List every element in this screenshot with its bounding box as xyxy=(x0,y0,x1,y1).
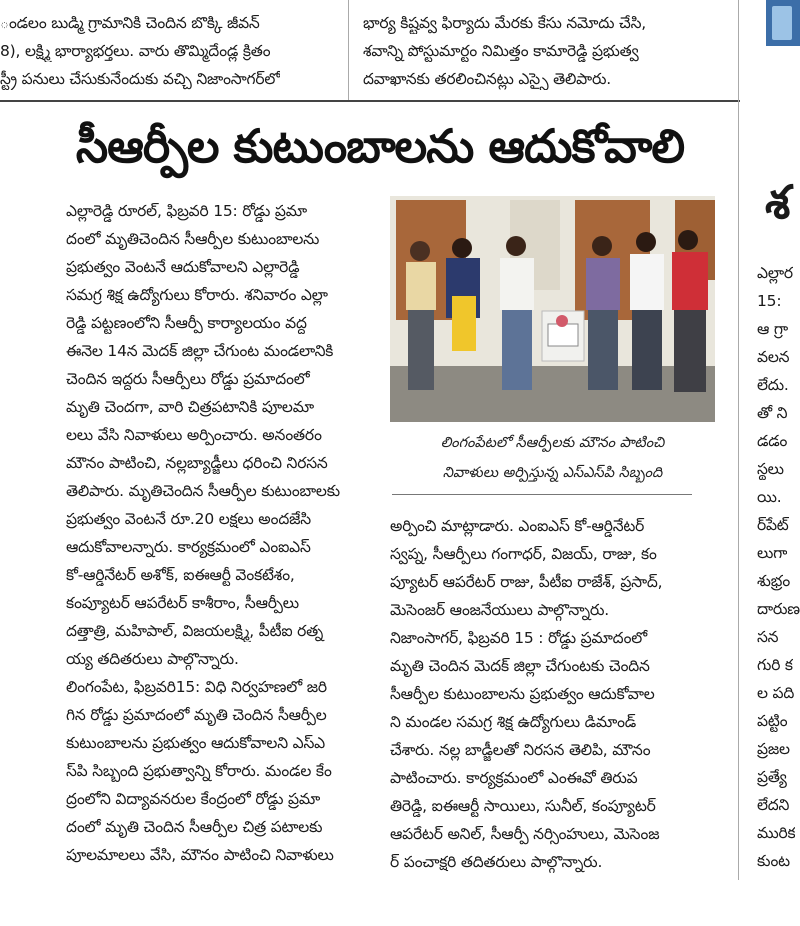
text-line: ప్రభుత్వం వెంటనే ఆదుకోవాలని ఎల్లారెడ్డి xyxy=(66,258,300,276)
photo-caption xyxy=(390,428,715,490)
text-line: తిరెడ్డి, ఐఈఆర్టీ సాయిలు, సునీల్, కంప్యూటర్ xyxy=(390,797,656,815)
previous-article-right xyxy=(363,0,728,100)
text-line: అర్పించి మాట్లాడారు. ఎంఐఎస్ కో-ఆర్డినేటర్ xyxy=(390,517,645,535)
text-line: కుటుంబాలను ప్రభుత్వం ఆదుకోవాలని ఎస్ఎ xyxy=(66,734,325,752)
previous-article-left xyxy=(0,0,330,100)
text-line: ల పది xyxy=(757,684,795,702)
text-line: ఆ గ్రా xyxy=(757,320,788,338)
text-line: య్య తదితరులు పాల్గొన్నారు. xyxy=(66,650,239,668)
article-headline: సీఆర్పీల కుటుంబాలను ఆదుకోవాలి xyxy=(75,119,685,173)
text-line: మృతి చెందగా, వారి చిత్రపటానికి పూలమా xyxy=(66,398,314,416)
text-line: సన xyxy=(757,628,779,646)
text-line: పూలమాలలు వేసి, మౌనం పాటించి నివాళులు xyxy=(66,846,334,864)
photo-illustration xyxy=(390,196,715,422)
caption-divider xyxy=(392,494,692,495)
section-divider xyxy=(0,100,740,102)
caption-line: లింగంపేటలో సీఆర్పీలకు మౌనం పాటించి xyxy=(440,435,665,451)
text-line: మెసెంజర్ ఆంజనేయులు పాల్గొన్నారు. xyxy=(390,601,609,619)
text-line: లలు వేసి నివాళులు అర్పించారు. అనంతరం xyxy=(66,426,322,444)
column-divider xyxy=(348,0,349,100)
text-line: దవాఖానకు తరలించినట్లు ఎస్సై తెలిపారు. xyxy=(363,70,612,88)
text-line: సమగ్ర శిక్ష ఉద్యోగులు కోరారు. శనివారం ఎల్లా xyxy=(66,286,328,304)
side-article-headline: శ xyxy=(765,175,791,229)
text-line: దంలో మృతి చెందిన సీఆర్పీల చిత్ర పటాలకు xyxy=(66,818,323,836)
article-column-1 xyxy=(66,200,372,880)
text-line: తో ని xyxy=(757,404,788,422)
text-line: ఈనెల 14న మెదక్ జిల్లా చేగుంట మండలానికి xyxy=(66,342,334,360)
text-line: గిన రోడ్డు ప్రమాదంలో మృతి చెందిన సీఆర్పీల xyxy=(66,706,327,724)
text-line: దంలో మృతిచెందిన సీఆర్పీల కుటుంబాలను xyxy=(66,230,320,248)
text-line: చెందిన ఇద్దరు సీఆర్పీలు రోడ్డు ప్రమాదంలో xyxy=(66,370,310,388)
text-line: శుభ్రం xyxy=(757,572,790,590)
text-line: ప్యూటర్ ఆపరేటర్ రాజు, పీటీఐ రాజేశ్, ప్రసాద్, xyxy=(390,573,663,591)
text-line: తెలిపారు. మృతిచెందిన సీఆర్పీల కుటుంబాలకు xyxy=(66,482,340,500)
text-line: ర్‌పేట్ xyxy=(757,516,789,534)
text-line: నిజాంసాగర్, ఫిబ్రవరి 15 : రోడ్డు ప్రమాదంలో xyxy=(390,629,647,647)
text-line: ద్రంలోని విద్యావనరుల కేంద్రంలో రోడ్డు ప్రమా xyxy=(66,790,321,808)
text-line: మౌనం పాటించి, నల్లబ్యాడ్జీలు ధరించి నిరసన xyxy=(66,454,328,472)
text-line: కుంట xyxy=(757,852,790,870)
article-column-2 xyxy=(390,515,720,895)
text-line: లేదని xyxy=(757,796,790,814)
text-line: దారుణ xyxy=(757,600,800,618)
text-line: మృతి చెందిన మెదక్ జిల్లా చేగుంటకు చెందిన xyxy=(390,657,650,675)
text-line: స్ట్రీ పనులు చేసుకునేందుకు వచ్చి నిజాంసాగర్‌లో xyxy=(0,70,281,88)
article-photo xyxy=(390,196,715,422)
text-line: చేశారు. నల్ల బాడ్జీలతో నిరసన తెలిపి, మౌనం xyxy=(390,741,651,759)
text-line: స్వప్న, సీఆర్పీలు గంగాధర్, విజయ్, రాజు, కం xyxy=(390,545,657,563)
text-line: భార్య కిష్టవ్వ ఫిర్యాదు మేరకు కేసు నమోదు చేసి, xyxy=(363,14,647,32)
text-line: లేదు. xyxy=(757,376,789,394)
text-line: 8), లక్ష్మి భార్యాభర్తలు. వారు తొమ్మిదేండ్ల క్రితం xyxy=(0,42,271,60)
text-line: పాటించారు. కార్యక్రమంలో ఎంఈవో తిరుప xyxy=(390,769,638,787)
text-line: కో-ఆర్డినేటర్ అశోక్, ఐఈఆర్టీ వెంకటేశం, xyxy=(66,566,295,584)
text-line: 15: xyxy=(757,292,782,310)
text-line: ర్ పంచాక్షరి తదితరులు పాల్గొన్నారు. xyxy=(390,853,603,871)
text-line: ప్రభుత్వం వెంటనే రూ.20 లక్షలు అందజేసి xyxy=(66,510,311,528)
text-line: కంప్యూటర్ ఆపరేటర్ కాశీరాం, సీఆర్పీలు xyxy=(66,594,299,612)
text-line: ప్రత్యే xyxy=(757,768,787,786)
text-line: లుగా xyxy=(757,544,788,562)
text-line: శవాన్ని పోస్టుమార్టం నిమిత్తం కామారెడ్డి ప్రభుత్వ xyxy=(363,42,639,60)
text-line: డడం xyxy=(757,432,788,450)
text-line: ండలం బుడ్మి గ్రామానికి చెందిన బొక్కి జీవన్ xyxy=(0,14,260,32)
text-line: లింగంపేట, ఫిబ్రవరి15: విధి నిర్వహణలో జరి xyxy=(66,678,327,696)
text-line: ఎల్లారెడ్డి రూరల్, ఫిబ్రవరి 15: రోడ్డు ప్రమా xyxy=(66,202,307,220)
text-line: గురి క xyxy=(757,656,793,674)
text-line: మురిక xyxy=(757,824,796,842)
corner-photo xyxy=(766,0,800,46)
caption-line: నివాళులు అర్పిస్తున్న ఎస్ఎస్‌పి సిబ్బంది xyxy=(442,465,663,481)
side-article-column xyxy=(757,262,800,882)
text-line: ని మండల సమగ్ర శిక్ష ఉద్యోగులు డిమాండ్ xyxy=(390,713,637,731)
text-line: ఆపరేటర్ అనిల్, సీఆర్పీ నర్సింహులు, మెసెంజ xyxy=(390,825,660,843)
text-line: దత్తాత్రి, మహిపాల్, విజయలక్ష్మి, పీటీఐ రత్న xyxy=(66,622,324,640)
column-divider xyxy=(738,0,739,880)
text-line: రెడ్డి పట్టణంలోని సీఆర్పీ కార్యాలయం వద్ద xyxy=(66,314,307,332)
text-line: వలన xyxy=(757,348,790,366)
text-line: స్థలు xyxy=(757,460,784,478)
text-line: ఆదుకోవాలన్నారు. కార్యక్రమంలో ఎంఐఎస్ xyxy=(66,538,311,556)
text-line: పట్టిం xyxy=(757,712,788,730)
text-line: ప్రజల xyxy=(757,740,790,758)
text-line: స్‌పి సిబ్బంది ప్రభుత్వాన్ని కోరారు. మండల కేం xyxy=(66,762,332,780)
text-line: సీఆర్పీల కుటుంబాలను ప్రభుత్వం ఆదుకోవాల xyxy=(390,685,655,703)
text-line: ఎల్లార xyxy=(757,264,793,282)
text-line: యి. xyxy=(757,488,782,506)
